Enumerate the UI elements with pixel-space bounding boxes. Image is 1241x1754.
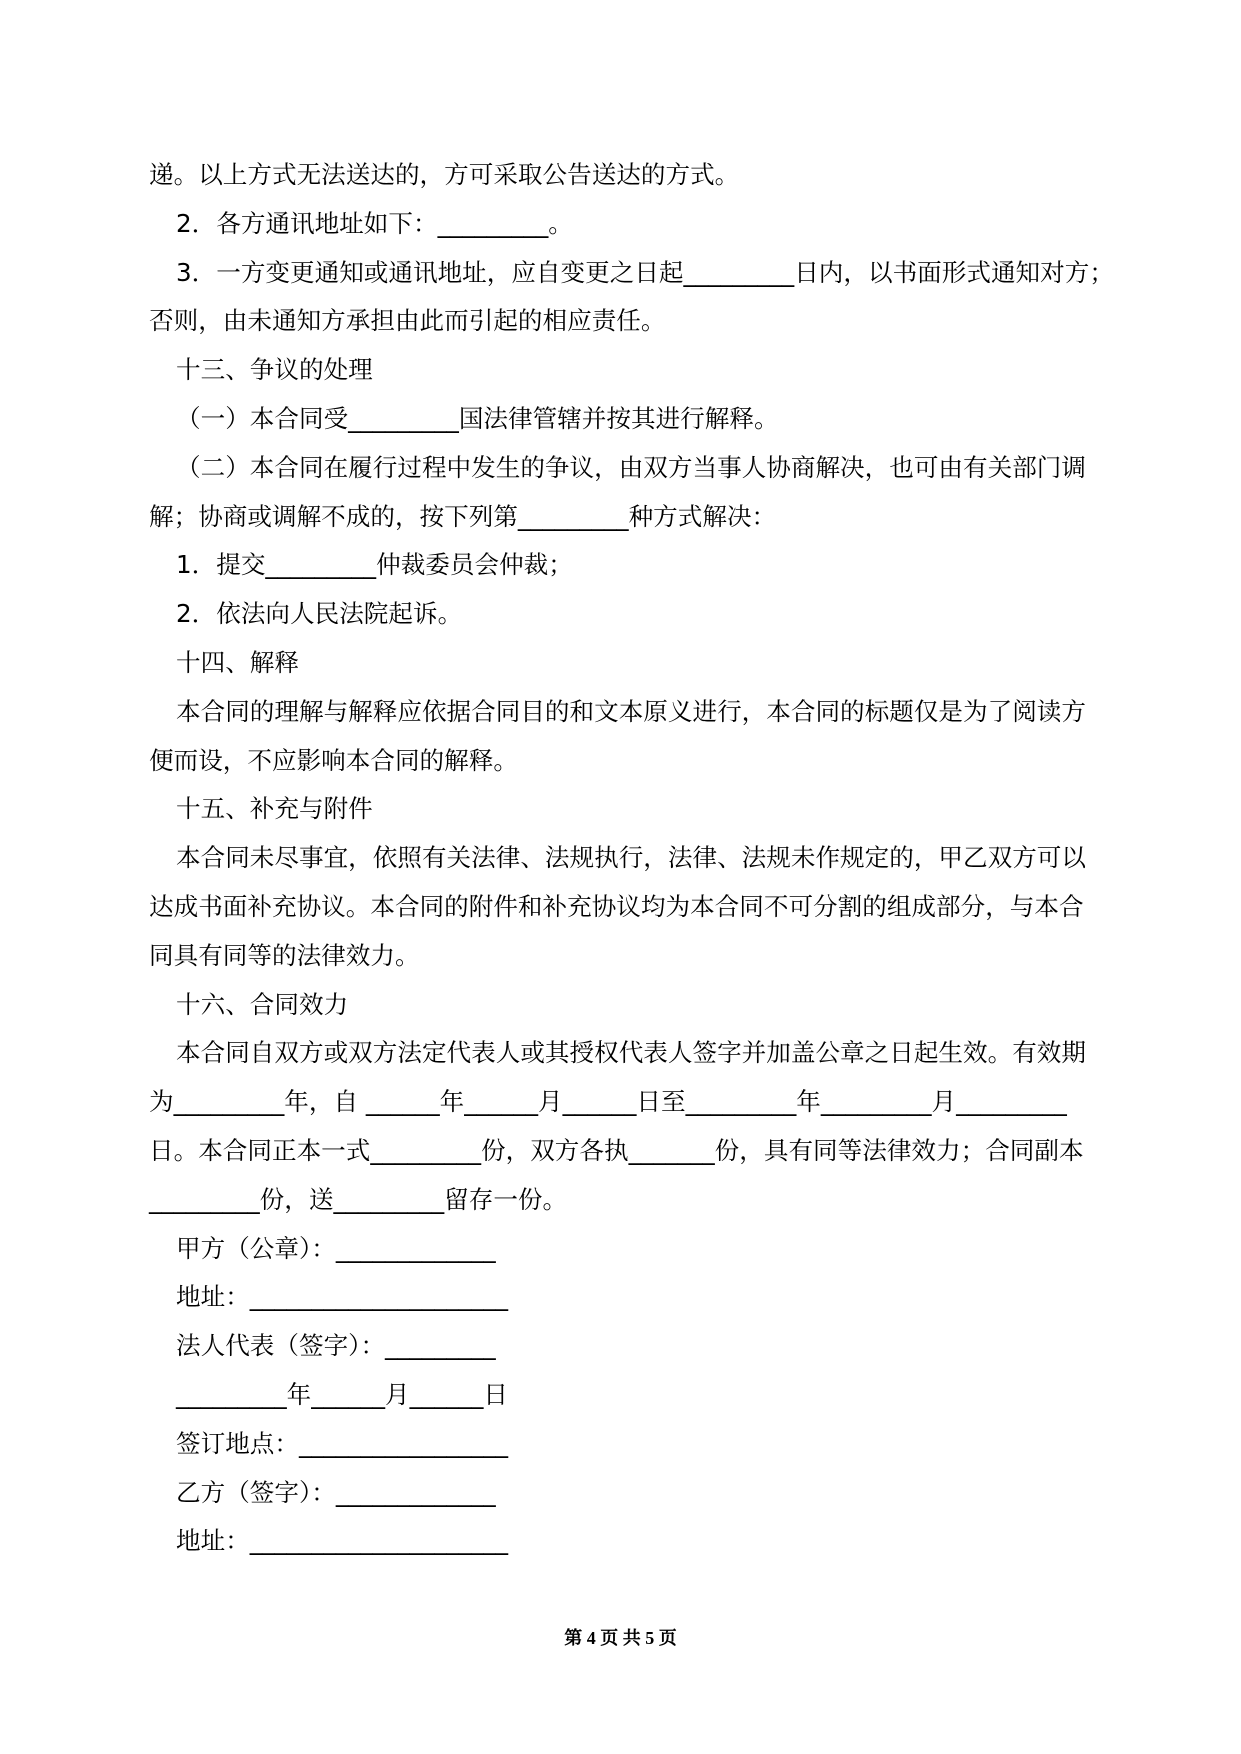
paragraph-line: 本合同的理解与解释应依据合同目的和文本原义进行，本合同的标题仅是为了阅读方 — [176, 696, 1086, 726]
clause-item: 2．依法向人民法院起诉。 — [176, 599, 463, 629]
text-line: 解；协商或调解不成的，按下列第_________种方式解决： — [149, 501, 777, 531]
document-body — [149, 151, 1149, 1566]
section-heading: 十六、合同效力 — [176, 989, 349, 1019]
page-footer: 第 4 页 共 5 页 — [564, 1628, 677, 1648]
text-line: 否则，由未通知方承担由此而引起的相应责任。 — [149, 306, 666, 336]
clause-item: （二）本合同在履行过程中发生的争议，由双方当事人协商解决，也可由有关部门调 — [176, 452, 1086, 482]
text-line: 递。以上方式无法送达的，方可采取公告送达的方式。 — [149, 160, 740, 189]
signature-field-address: 地址：_____________________ — [176, 1282, 509, 1312]
signature-field-party-a: 甲方（公章）：_____________ — [176, 1233, 496, 1263]
clause-item: 2．各方通讯地址如下：_________。 — [176, 208, 573, 238]
section-heading: 十三、争议的处理 — [176, 355, 373, 385]
signature-field-address: 地址：_____________________ — [176, 1526, 509, 1556]
clause-item: 1．提交_________仲裁委员会仲裁； — [176, 550, 573, 580]
text-line: 达成书面补充协议。本合同的附件和补充协议均为本合同不可分割的组成部分，与本合 — [149, 891, 1084, 921]
text-line: 便而设，不应影响本合同的解释。 — [149, 745, 518, 775]
paragraph-line: 本合同自双方或双方法定代表人或其授权代表人签字并加盖公章之日起生效。有效期 — [176, 1038, 1086, 1068]
signature-field-place: 签订地点：_________________ — [176, 1428, 509, 1458]
signature-field-date: _________年______月______日 — [176, 1379, 509, 1409]
section-heading: 十四、解释 — [176, 647, 299, 677]
text-line: 同具有同等的法律效力。 — [149, 940, 420, 970]
signature-field-legal-rep: 法人代表（签字）：_________ — [176, 1331, 496, 1361]
clause-item: （一）本合同受_________国法律管辖并按其进行解释。 — [176, 403, 779, 433]
section-heading: 十五、补充与附件 — [176, 794, 373, 824]
paragraph-line: 本合同未尽事宜，依照有关法律、法规执行，法律、法规未作规定的，甲乙双方可以 — [176, 843, 1086, 873]
text-line: 日。本合同正本一式_________份，双方各执_______份，具有同等法律效力；合同副本 — [149, 1135, 1084, 1165]
clause-item: 3．一方变更通知或通讯地址，应自变更之日起_________日内，以书面形式通知对方； — [176, 257, 1114, 287]
signature-field-party-b: 乙方（签字）：_____________ — [176, 1477, 496, 1507]
text-line: _________份，送_________留存一份。 — [149, 1184, 568, 1214]
text-line: 为_________年，自 ______年______月______日至_________年_________月_________ — [149, 1087, 1067, 1117]
